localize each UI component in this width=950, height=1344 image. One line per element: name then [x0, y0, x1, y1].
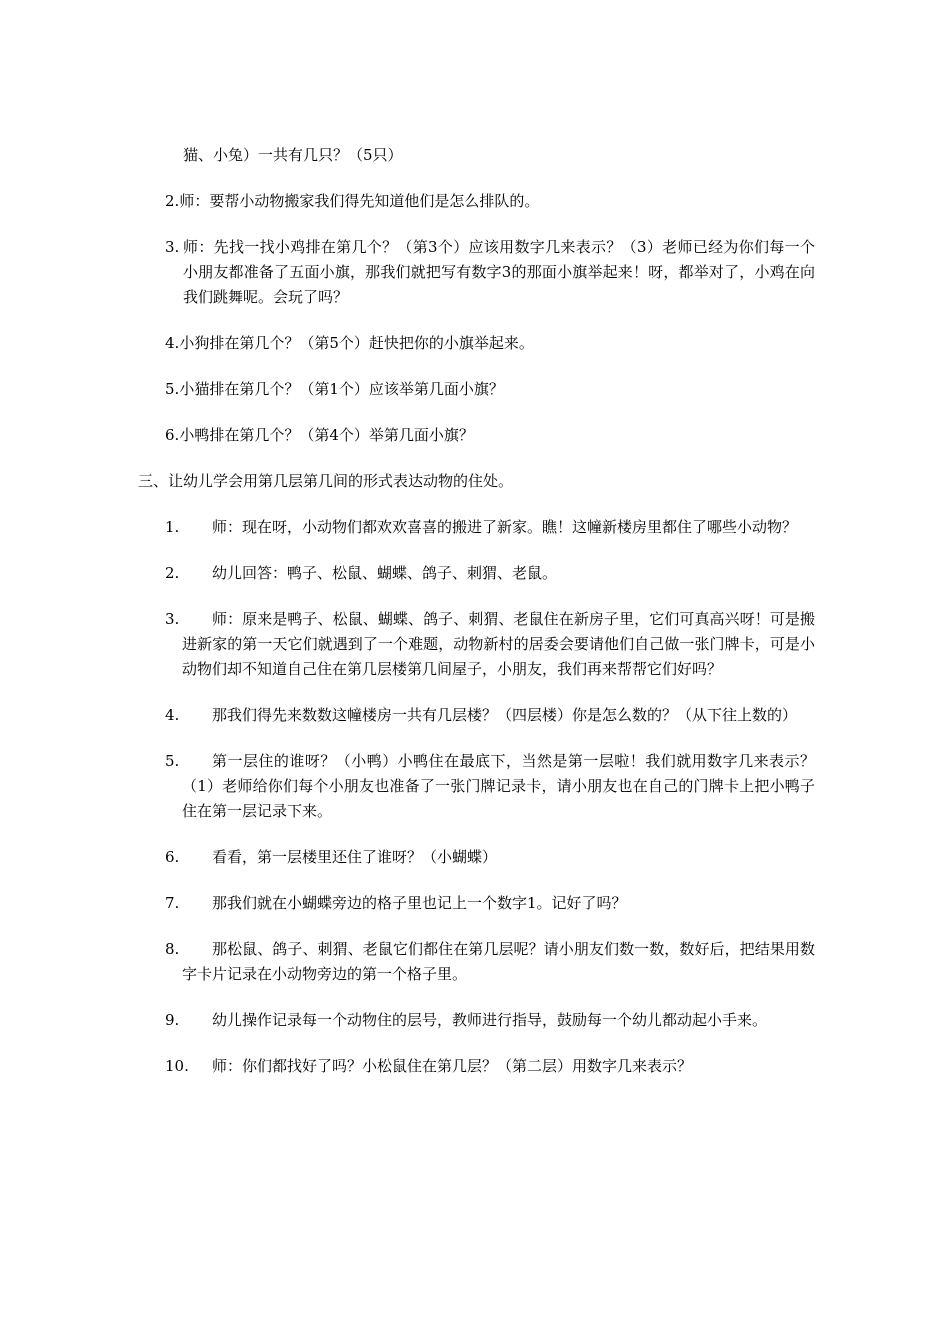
- continuation-text: 猫、小兔）一共有几只？（5只）: [183, 146, 403, 164]
- item-number: 5.: [165, 380, 180, 398]
- item-number: 5.: [165, 752, 180, 770]
- item-text: 那我们得先来数数这幢楼房一共有几层楼？（四层楼）你是怎么数的？（从下往上数的）: [212, 706, 798, 724]
- item-number: 8.: [165, 940, 180, 958]
- item-text: 师：要帮小动物搬家我们得先知道他们是怎么排队的。: [179, 192, 540, 210]
- section3-item: [0, 607, 815, 682]
- part2-item: [0, 423, 815, 448]
- section-heading-text: 三、让幼儿学会用第几层第几间的形式表达动物的住处。: [138, 472, 514, 490]
- section3-item: [0, 749, 815, 824]
- item-text: 小猫排在第几个？（第1个）应该举第几面小旗？: [179, 380, 504, 398]
- part2-item: [0, 235, 815, 310]
- item-number: 10.: [165, 1057, 189, 1075]
- item-text: 那松鼠、鸽子、刺猬、老鼠它们都住在第几层呢？请小朋友们数一数，数好后，把结果用数字卡片记录在小动物旁边的第一个格子里。: [182, 940, 815, 983]
- section3-item: [0, 937, 815, 987]
- item-number: 3.: [165, 610, 180, 628]
- item-number: 9.: [165, 1011, 180, 1029]
- item-text: 那我们就在小蝴蝶旁边的格子里也记上一个数字1。记好了吗？: [212, 894, 627, 912]
- item-text: 师：现在呀，小动物们都欢欢喜喜的搬进了新家。瞧！这幢新楼房里都住了哪些小动物？: [212, 518, 798, 536]
- section3-item: [0, 845, 815, 870]
- item-number: 4.: [165, 706, 180, 724]
- item-text: 幼儿操作记录每一个动物住的层号，教师进行指导，鼓励每一个幼儿都动起小手来。: [212, 1011, 768, 1029]
- item-number: 7.: [165, 894, 180, 912]
- section3-item: [0, 561, 815, 586]
- item-text: 幼儿回答：鸭子、松鼠、蝴蝶、鸽子、刺猬、老鼠。: [212, 564, 558, 582]
- item-text: 看看，第一层楼里还住了谁呀？（小蝴蝶）: [212, 848, 498, 866]
- part2-item: [0, 331, 815, 356]
- part2-item: [0, 189, 815, 214]
- part2-item: [0, 377, 815, 402]
- continuation-line: [0, 143, 808, 168]
- item-number: 3.: [165, 238, 180, 256]
- item-text: 师：你们都找好了吗？小松鼠住在第几层？（第二层）用数字几来表示？: [212, 1057, 693, 1075]
- item-text: 小狗排在第几个？（第5个）赶快把你的小旗举起来。: [179, 334, 534, 352]
- item-number: 4.: [165, 334, 180, 352]
- section3-item: [0, 703, 815, 728]
- item-number: 6.: [165, 426, 180, 444]
- section3-item: [0, 515, 815, 540]
- section3-item: [0, 891, 815, 916]
- item-text: 第一层住的谁呀？（小鸭）小鸭住在最底下，当然是第一层啦！我们就用数字几来表示？（1）老师给你们每个小朋友也准备了一张门牌记录卡，请小朋友也在自己的门牌卡上把小鸭子住在第一层记录下来。: [182, 752, 815, 820]
- item-number: 2.: [165, 192, 180, 210]
- section3-item: [0, 1054, 815, 1079]
- item-text: 小鸭排在第几个？（第4个）举第几面小旗？: [179, 426, 474, 444]
- section3-item: [0, 1008, 815, 1033]
- item-text: 师：先找一找小鸡排在第几个？（第3个）应该用数字几来表示？（3）老师已经为你们每一个小朋友都准备了五面小旗，那我们就把写有数字3的那面小旗举起来！呀，都举对了，小鸡在向我们跳舞呢。会玩了吗？: [183, 238, 815, 306]
- item-text: 师：原来是鸭子、松鼠、蝴蝶、鸽子、刺猬、老鼠住在新房子里，它们可真高兴呀！可是搬进新家的第一天它们就遇到了一个难题，动物新村的居委会要请他们自己做一张门牌卡，可是小动物们却不知道自己住在第几层楼第几间屋子，小朋友，我们再来帮帮它们好吗？: [182, 610, 815, 678]
- section-heading: [0, 469, 818, 494]
- item-number: 1.: [165, 518, 180, 536]
- item-number: 6.: [165, 848, 180, 866]
- item-number: 2.: [165, 564, 180, 582]
